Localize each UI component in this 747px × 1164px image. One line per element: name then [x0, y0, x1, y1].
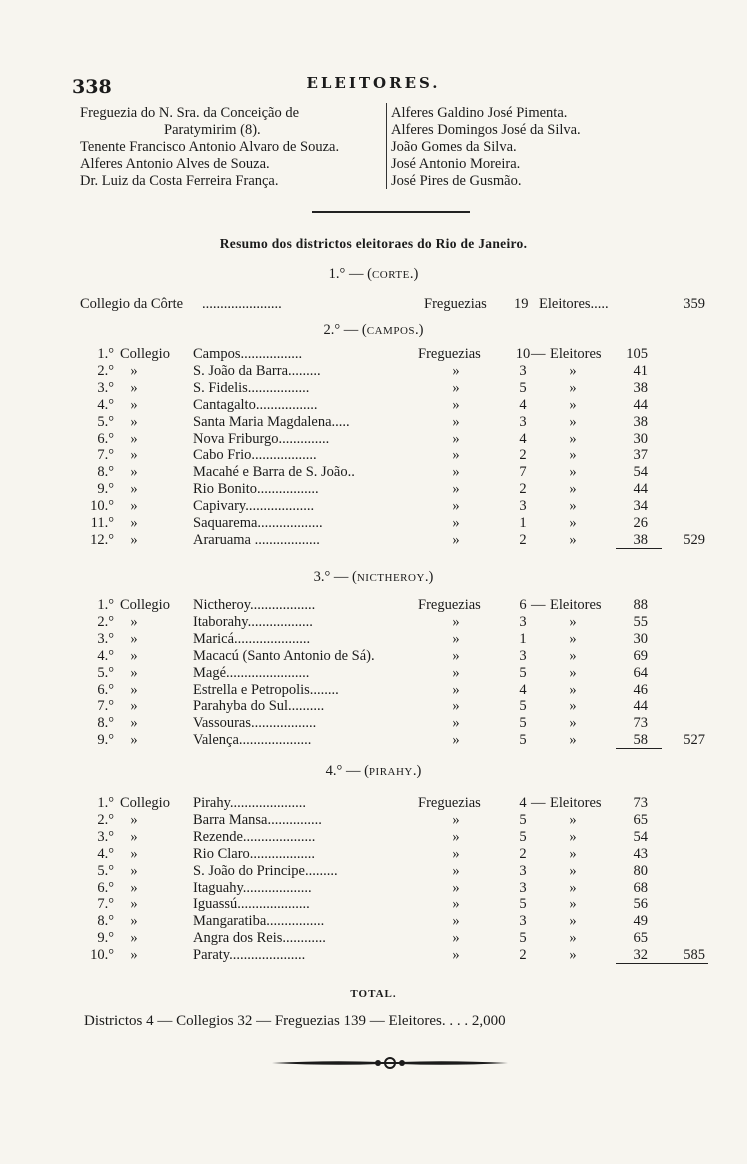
collegio-number: 7.° [97, 698, 114, 715]
collegio-number: 12.° [90, 531, 114, 548]
resumo-title: Resumo dos districtos eleitoraes do Rio de Janeiro. [219, 236, 528, 251]
eleitores-count: 73 [633, 795, 648, 811]
freguezias-count: 3 [519, 362, 527, 379]
ditto-mark: » [452, 362, 460, 379]
ditto-mark: » [569, 379, 577, 396]
table-row [0, 863, 747, 880]
ditto-mark: » [452, 430, 460, 447]
freguezias-count: 4 [519, 681, 527, 698]
collegio-number: 9.° [97, 481, 114, 498]
collegio-name: Parahyba do Sul.......... [193, 698, 325, 715]
ditto-mark: » [452, 498, 460, 515]
ditto-mark: » [130, 630, 138, 647]
district-total: 529 [683, 531, 705, 548]
district-heading-close: .) [415, 322, 424, 338]
collegio-number: 4.° [97, 845, 114, 862]
eleitores-label: Eleitores [550, 795, 602, 811]
table-row [0, 665, 747, 682]
ditto-mark: » [452, 413, 460, 430]
ditto-mark: » [452, 896, 460, 913]
eleitores-count: 44 [633, 481, 648, 498]
collegio-number: 8.° [97, 913, 114, 930]
ditto-mark: » [569, 930, 577, 947]
collegio-number: 2.° [97, 811, 114, 828]
table-row [0, 380, 747, 397]
eleitores-count: 46 [633, 681, 648, 698]
freguezias-count: 5 [519, 715, 527, 732]
freguezias-count: 10 [515, 346, 531, 362]
dash: — [531, 795, 546, 811]
freguezias-count: 4 [519, 396, 527, 413]
ditto-mark: » [452, 481, 460, 498]
collegio-name: Collegio da Côrte [80, 296, 184, 312]
elector-name: Tenente Francisco Antonio Alvaro de Souza. [80, 139, 340, 155]
collegio-name: S. Fidelis................. [193, 379, 310, 396]
collegio-number: 3.° [97, 828, 114, 845]
collegio-name: Nova Friburgo.............. [193, 430, 330, 447]
collegio-name: Nictheroy.................. [193, 597, 316, 613]
district-total-row [0, 732, 747, 749]
eleitores-count: 44 [633, 396, 648, 413]
district-name: CAMPOS [366, 325, 416, 337]
freguezias-label: Freguezias [418, 795, 481, 811]
collegio-number: 3.° [97, 379, 114, 396]
elector-name: Alferes Domingos José da Silva. [391, 122, 581, 138]
eleitores-count: 41 [633, 362, 648, 379]
district-heading-2 [0, 322, 747, 339]
district-heading-close: .) [412, 763, 422, 779]
eleitores-label: Eleitores [550, 346, 602, 362]
ditto-mark: » [569, 698, 577, 715]
ditto-mark: » [130, 698, 138, 715]
ditto-mark: » [130, 930, 138, 947]
table-row [0, 346, 747, 363]
table-row [0, 597, 747, 614]
eleitores-count: 34 [633, 498, 648, 515]
collegio-number: 6.° [97, 879, 114, 896]
ditto-mark: » [452, 531, 460, 548]
freguezias-label: Freguezias [418, 597, 481, 613]
total-heading: TOTAL. [350, 988, 397, 1000]
elector-name: João Gomes da Silva. [391, 139, 517, 155]
ditto-mark: » [569, 362, 577, 379]
district-total: 527 [683, 732, 705, 749]
district-total: 585 [683, 947, 705, 964]
eleitores-count: 55 [633, 613, 648, 630]
collegio-number: 9.° [97, 930, 114, 947]
ditto-mark: » [569, 647, 577, 664]
eleitores-label: Eleitores [550, 597, 602, 613]
table-row [0, 614, 747, 631]
ditto-mark: » [452, 811, 460, 828]
collegio-number: 7.° [97, 896, 114, 913]
eleitores-count: 43 [633, 845, 648, 862]
ditto-mark: » [130, 613, 138, 630]
eleitores-count: 65 [633, 811, 648, 828]
district-name: PIRAHY [368, 766, 413, 778]
collegio-number: 8.° [97, 715, 114, 732]
district-total: 359 [683, 296, 705, 312]
collegio-name: Magé....................... [193, 664, 310, 681]
ornament-divider [270, 1056, 510, 1070]
ditto-mark: » [452, 396, 460, 413]
freguezias-count: 3 [519, 613, 527, 630]
collegio-number: 4.° [97, 396, 114, 413]
freguezias-count: 2 [519, 481, 527, 498]
freguezias-label: Freguezias [418, 346, 481, 362]
collegio-name: Mangaratiba................ [193, 913, 325, 930]
district-number: 1.° — ( [328, 266, 372, 282]
freguezias-count: 5 [519, 811, 527, 828]
ditto-mark: » [569, 613, 577, 630]
district-name: CORTE [371, 269, 410, 281]
ditto-mark: » [569, 828, 577, 845]
district-total-row [0, 532, 747, 549]
ditto-mark: » [130, 811, 138, 828]
eleitores-count: 26 [633, 515, 648, 531]
eleitores-count: 38 [633, 413, 648, 430]
collegio-name: Santa Maria Magdalena..... [193, 413, 350, 430]
ditto-mark: » [452, 681, 460, 698]
collegio-name: Paraty..................... [193, 947, 306, 964]
table-row [0, 481, 747, 498]
table-row [0, 846, 747, 863]
freguezias-count: 1 [519, 515, 527, 531]
freguezias-count: 2 [519, 447, 527, 464]
freguezias-count: 2 [519, 947, 527, 964]
ditto-mark: » [569, 447, 577, 464]
table-row [0, 447, 747, 464]
ditto-mark: » [452, 698, 460, 715]
district-number: 3.° — ( [313, 569, 357, 585]
ditto-mark: » [130, 664, 138, 681]
ditto-mark: » [452, 845, 460, 862]
ditto-mark: » [452, 879, 460, 896]
collegio-name: Itaborahy.................. [193, 613, 313, 630]
eleitores-count: 73 [633, 715, 648, 732]
collegio-name: Rezende.................... [193, 828, 316, 845]
ditto-mark: » [452, 515, 460, 531]
dash: — [531, 597, 546, 613]
eleitores-count: 65 [633, 930, 648, 947]
freguezias-count: 19 [514, 296, 529, 312]
ditto-mark: » [452, 732, 460, 749]
table-row [0, 515, 747, 532]
ditto-mark: » [130, 879, 138, 896]
freguezias-count: 5 [519, 732, 527, 749]
freguezias-count: 5 [519, 930, 527, 947]
table-row [0, 414, 747, 431]
ditto-mark: » [569, 481, 577, 498]
ditto-mark: » [569, 630, 577, 647]
eleitores-count: 69 [633, 647, 648, 664]
table-row [0, 498, 747, 515]
freguezias-label: Freguezias [424, 296, 487, 312]
ditto-mark: » [569, 498, 577, 515]
eleitores-count: 37 [633, 447, 648, 464]
freguezias-count: 2 [519, 845, 527, 862]
dot-leader: ...................... [202, 296, 282, 312]
collegio-name: S. João da Barra......... [193, 362, 321, 379]
ditto-mark: » [452, 613, 460, 630]
ditto-mark: » [130, 896, 138, 913]
collegio-number: 7.° [97, 447, 114, 464]
district-heading-1 [0, 266, 747, 283]
table-row [0, 795, 747, 812]
ditto-mark: » [130, 845, 138, 862]
freguezias-count: 5 [519, 828, 527, 845]
ditto-mark: » [569, 464, 577, 481]
freguezias-count: 6 [519, 597, 527, 613]
collegio-label: Collegio [120, 795, 170, 811]
collegio-number: 6.° [97, 681, 114, 698]
collegio-number: 6.° [97, 430, 114, 447]
ditto-mark: » [130, 531, 138, 548]
ditto-mark: » [569, 515, 577, 531]
collegio-name: Barra Mansa............... [193, 811, 322, 828]
ditto-mark: » [569, 947, 577, 964]
collegio-number: 8.° [97, 464, 114, 481]
table-row [0, 880, 747, 897]
ditto-mark: » [130, 947, 138, 964]
collegio-number: 9.° [97, 732, 114, 749]
table-row [0, 698, 747, 715]
table-row [0, 896, 747, 913]
ditto-mark: » [130, 862, 138, 879]
collegio-name: S. João do Principe......... [193, 862, 338, 879]
ditto-mark: » [130, 681, 138, 698]
eleitores-label: Eleitores..... [539, 296, 609, 312]
page-header-title: ELEITORES. [306, 74, 441, 92]
district-total-row [0, 947, 747, 964]
ditto-mark: » [130, 647, 138, 664]
ditto-mark: » [452, 464, 460, 481]
ditto-mark: » [452, 862, 460, 879]
collegio-name: Rio Claro.................. [193, 845, 316, 862]
ditto-mark: » [130, 464, 138, 481]
eleitores-count: 54 [633, 464, 648, 481]
ditto-mark: » [569, 845, 577, 862]
ditto-mark: » [569, 732, 577, 749]
table-row [0, 682, 747, 699]
freguezias-count: 5 [519, 698, 527, 715]
district-heading-3 [0, 569, 747, 586]
eleitores-count: 58 [633, 732, 648, 749]
eleitores-count: 38 [633, 531, 648, 548]
district-heading-close: .) [409, 266, 419, 282]
freguezias-count: 3 [519, 413, 527, 430]
district-name: NICTHEROY [356, 572, 425, 584]
table-row [0, 930, 747, 947]
collegio-number: 1.° [97, 346, 114, 362]
ditto-mark: » [130, 396, 138, 413]
collegio-name: Capivary................... [193, 498, 315, 515]
ditto-mark: » [130, 828, 138, 845]
elector-name: Alferes Antonio Alves de Souza. [80, 156, 270, 172]
collegio-name: Valença.................... [193, 732, 312, 749]
ditto-mark: » [130, 498, 138, 515]
table-row [0, 397, 747, 414]
section-rule [312, 211, 470, 213]
ditto-mark: » [569, 896, 577, 913]
ditto-mark: » [452, 913, 460, 930]
collegio-number: 5.° [97, 862, 114, 879]
collegio-label: Collegio [120, 597, 170, 613]
collegio-number: 2.° [97, 362, 114, 379]
collegio-name: Itaguahy................... [193, 879, 312, 896]
freguezias-count: 3 [519, 913, 527, 930]
collegio-name: Vassouras.................. [193, 715, 317, 732]
freguezias-count: 5 [519, 896, 527, 913]
ditto-mark: » [130, 447, 138, 464]
dash: — [531, 346, 546, 362]
ditto-mark: » [130, 379, 138, 396]
collegio-name: Iguassú.................... [193, 896, 310, 913]
collegio-number: 4.° [97, 647, 114, 664]
ditto-mark: » [452, 379, 460, 396]
collegio-label: Collegio [120, 346, 170, 362]
collegio-corte-row [0, 296, 747, 313]
collegio-name: Cabo Frio.................. [193, 447, 317, 464]
ditto-mark: » [130, 715, 138, 732]
freguezias-count: 3 [519, 862, 527, 879]
eleitores-count: 49 [633, 913, 648, 930]
elector-name: José Pires de Gusmão. [391, 173, 522, 189]
ditto-mark: » [130, 732, 138, 749]
ditto-mark: » [452, 930, 460, 947]
district-number: 4.° — ( [325, 763, 369, 779]
collegio-name: Cantagalto................. [193, 396, 318, 413]
ditto-mark: » [130, 413, 138, 430]
eleitores-count: 54 [633, 828, 648, 845]
ditto-mark: » [569, 681, 577, 698]
collegio-name: Araruama .................. [193, 531, 320, 548]
collegio-name: Pirahy..................... [193, 795, 307, 811]
district-heading-4 [0, 763, 747, 780]
collegio-number: 1.° [97, 597, 114, 613]
table-row [0, 363, 747, 380]
eleitores-count: 88 [633, 597, 648, 613]
ditto-mark: » [130, 913, 138, 930]
ditto-mark: » [569, 430, 577, 447]
total-line: Districtos 4 — Collegios 32 — Freguezias 139 — Eleitores. . . . 2,000 [84, 1013, 506, 1029]
ditto-mark: » [569, 879, 577, 896]
ditto-mark: » [130, 515, 138, 531]
table-row [0, 913, 747, 930]
collegio-name: Maricá..................... [193, 630, 311, 647]
eleitores-count: 56 [633, 896, 648, 913]
collegio-number: 11.° [90, 515, 114, 531]
eleitores-count: 30 [633, 630, 648, 647]
collegio-number: 1.° [97, 795, 114, 811]
ditto-mark: » [452, 447, 460, 464]
eleitores-count: 38 [633, 379, 648, 396]
collegio-number: 10.° [90, 498, 114, 515]
ditto-mark: » [130, 362, 138, 379]
freguezias-count: 5 [519, 379, 527, 396]
freguezias-count: 3 [519, 647, 527, 664]
district-number: 2.° — ( [323, 322, 367, 338]
ditto-mark: » [569, 664, 577, 681]
ditto-mark: » [569, 715, 577, 732]
collegio-name: Rio Bonito................. [193, 481, 319, 498]
ditto-mark: » [569, 862, 577, 879]
freguezias-count: 1 [519, 630, 527, 647]
collegio-number: 2.° [97, 613, 114, 630]
table-row [0, 648, 747, 665]
table-row [0, 812, 747, 829]
collegio-name: Saquarema.................. [193, 515, 323, 531]
table-row [0, 715, 747, 732]
collegio-number: 10.° [90, 947, 114, 964]
freguezias-count: 3 [519, 879, 527, 896]
ditto-mark: » [130, 481, 138, 498]
ditto-mark: » [452, 947, 460, 964]
ditto-mark: » [569, 811, 577, 828]
eleitores-count: 68 [633, 879, 648, 896]
page-number: 338 [72, 76, 112, 98]
eleitores-count: 105 [626, 346, 648, 362]
grand-total-underline [660, 963, 708, 964]
collegio-name: Estrella e Petropolis........ [193, 681, 339, 698]
freguezias-count: 3 [519, 498, 527, 515]
collegio-name: Campos................. [193, 346, 303, 362]
collegio-number: 5.° [97, 664, 114, 681]
collegio-number: 3.° [97, 630, 114, 647]
ditto-mark: » [569, 531, 577, 548]
freguezias-count: 7 [519, 464, 527, 481]
ditto-mark: » [569, 396, 577, 413]
collegio-name: Angra dos Reis............ [193, 930, 326, 947]
ditto-mark: » [569, 413, 577, 430]
district-heading-close: .) [424, 569, 434, 585]
freguezia-line-2: Paratymirim (8). [164, 122, 261, 138]
elector-name: Dr. Luiz da Costa Ferreira França. [80, 173, 279, 189]
freguezias-count: 2 [519, 531, 527, 548]
ditto-mark: » [452, 647, 460, 664]
elector-name: Alferes Galdino José Pimenta. [391, 105, 568, 121]
ditto-mark: » [569, 913, 577, 930]
table-row [0, 631, 747, 648]
collegio-name: Macahé e Barra de S. João.. [193, 464, 355, 481]
table-row [0, 431, 747, 448]
freguezias-count: 4 [519, 430, 527, 447]
ditto-mark: » [452, 630, 460, 647]
column-divider [386, 103, 387, 189]
freguezia-line-1: Freguezia do N. Sra. da Conceição de [80, 105, 300, 121]
eleitores-count: 64 [633, 664, 648, 681]
ditto-mark: » [452, 664, 460, 681]
table-row [0, 829, 747, 846]
ditto-mark: » [452, 828, 460, 845]
table-row [0, 464, 747, 481]
eleitores-count: 80 [633, 862, 648, 879]
collegio-number: 5.° [97, 413, 114, 430]
eleitores-count: 32 [633, 947, 648, 964]
elector-name: José Antonio Moreira. [391, 156, 521, 172]
ditto-mark: » [130, 430, 138, 447]
eleitores-count: 44 [633, 698, 648, 715]
collegio-name: Macacú (Santo Antonio de Sá). [193, 647, 375, 664]
freguezias-count: 4 [519, 795, 527, 811]
eleitores-count: 30 [633, 430, 648, 447]
freguezias-count: 5 [519, 664, 527, 681]
ditto-mark: » [452, 715, 460, 732]
